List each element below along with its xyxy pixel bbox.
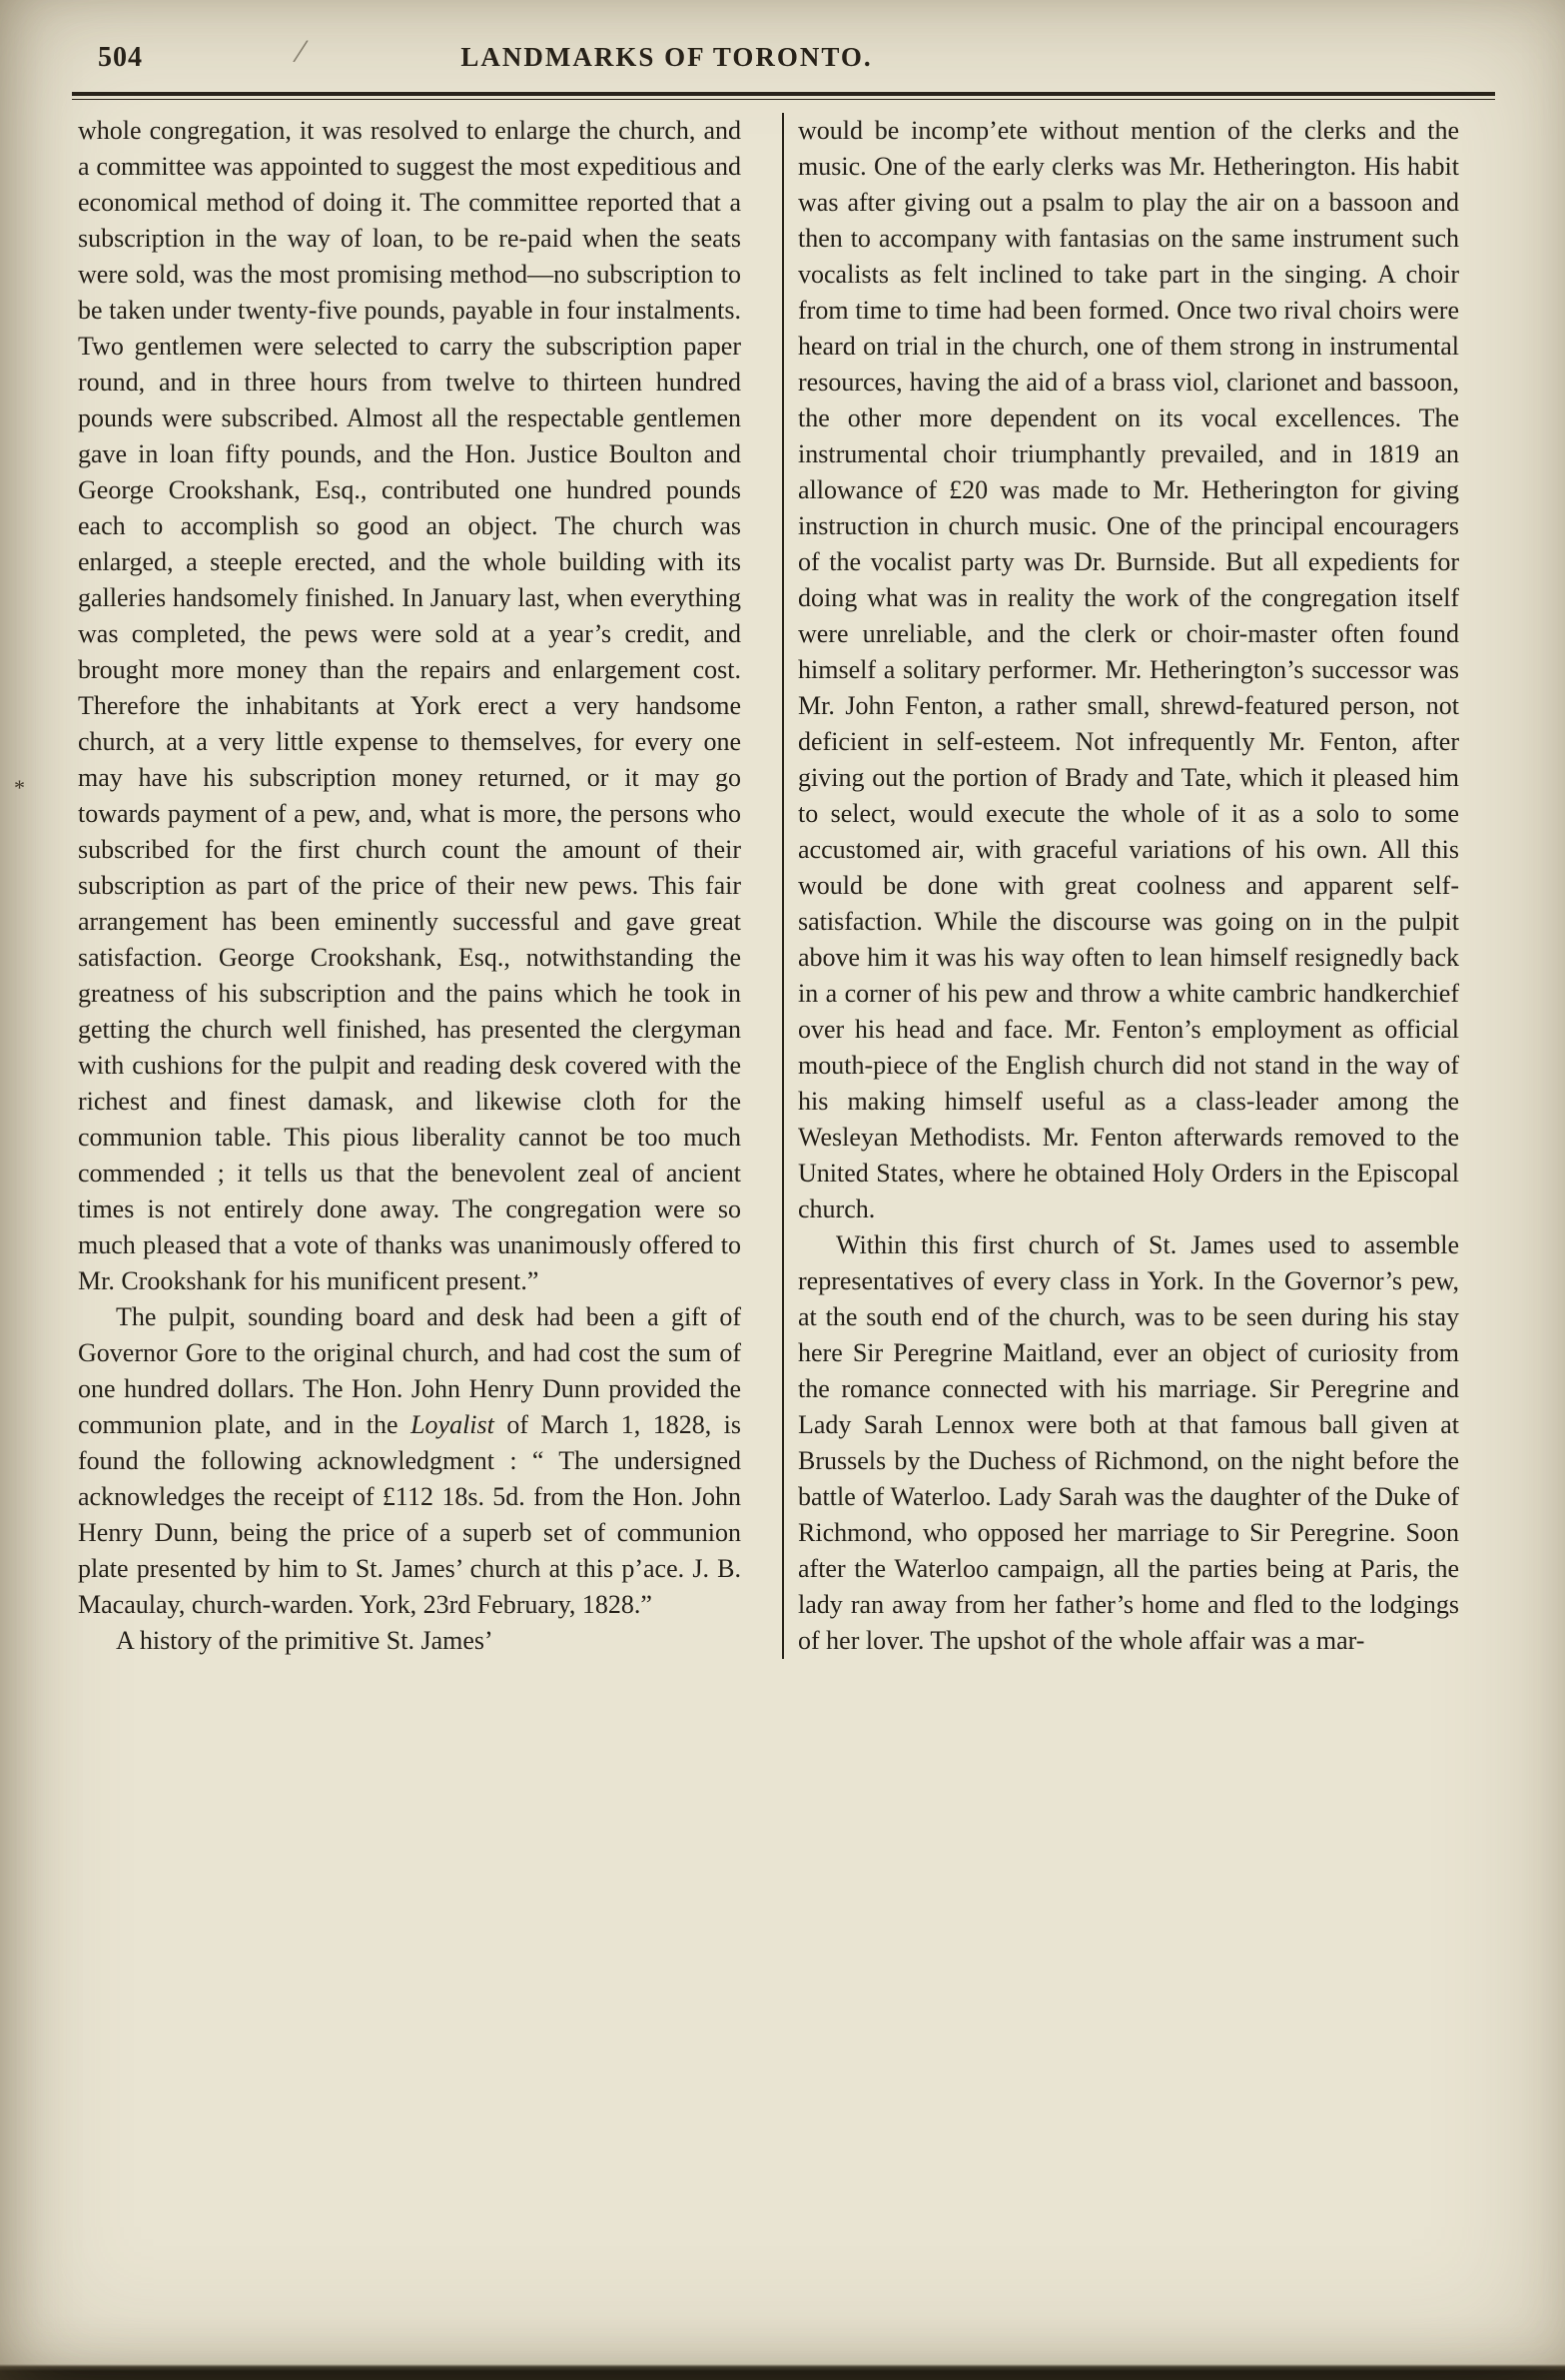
paragraph-pulpit <box>78 1299 741 1623</box>
italic-publication-name: Loyalist <box>410 1410 494 1439</box>
paragraph-st-james-congregants: Within this first church of St. James used to assemble representatives of every class in York. In the Governor’s pew, at the south end of the church, was to be seen during his stay here Sir Peregrine Maitland, ever an object of curiosity from the romance connected with his marriage. Sir Peregrine and Lady Sarah Lennox were both at that famous ball given at Brussels by the Duchess of Richmond, on the night before the battle of Waterloo. Lady Sarah was the daughter of the Duke of Richmond, who opposed her marriage to Sir Peregrine. Soon after the Waterloo campaign, all the parties being at Paris, the lady ran away from her father’s home and fled to the lodgings of her lover. The upshot of the whole affair was a mar- <box>798 1230 1459 1655</box>
page-title: LANDMARKS OF TORONTO. <box>460 42 873 72</box>
margin-mark: * <box>14 775 25 800</box>
left-column <box>78 113 741 1659</box>
paragraph-congregation: whole congregation, it was resolved to enlarge the church, and a committee was appointed to suggest the most expeditious and economical method of doing it. The committee reported that a subscription in the way of loan, to be re-paid when the seats were sold, was the most promising method—no subscription to be taken under twenty-five pounds, payable in four instalments. Two gentlemen were selected to carry the subscription paper round, and in three hours from twelve to thirteen hundred pounds were subscribed. Almost all the respectable gentlemen gave in loan fifty pounds, and the Hon. Justice Boulton and George Crookshank, Esq., contributed one hundred pounds each to accomplish so good an object. The church was enlarged, a steeple erected, and the whole building with its galleries handsomely finished. In January last, when everything was completed, the pews were sold at a year’s credit, and brought more money than the repairs and enlargement cost. Therefore the inhabitants at York erect a very handsome church, at a very little expense to themselves, for every one may have his subscription money returned, or it may go towards payment of a pew, and, what is more, the persons who subscribed for the first church count the amount of their subscription as part of the price of their new pews. This fair arrangement has been eminently successful and gave great satisfaction. George Crookshank, Esq., notwithstanding the greatness of his subscription and the pains which he took in getting the church well finished, has presented the clergyman with cushions for the pulpit and reading desk covered with the richest and finest damask, and likewise cloth for the communion table. This pious liberality cannot be too much commended ; it tells us that the benevolent zeal of ancient times is not entirely done away. The congregation were so much pleased that a vote of thanks was unanimously offered to Mr. Crookshank for his munificent present.” <box>78 116 741 1295</box>
page-header <box>0 0 1565 80</box>
text-columns <box>0 100 1565 1659</box>
paragraph-text-before: The pulpit, sounding board and desk had been a gift of Governor Gore to the original church, and had cost the sum of one hundred dollars. The Hon. John Henry Dunn provided the communion plate, and in the <box>78 1302 741 1439</box>
column-divider-rule <box>782 113 784 1659</box>
paragraph-history-lead: A history of the primitive St. James’ <box>116 1626 493 1655</box>
paragraph-clerks-music: would be incomp’ete without mention of the clerks and the music. One of the early clerks was Mr. Hetherington. His habit was after giving out a psalm to play the air on a bassoon and then to accompany with fantasias on the same instrument such vocalists as felt inclined to take part in the singing. A choir from time to time had been formed. Once two rival choirs were heard on trial in the church, one of them strong in instrumental resources, having the aid of a brass viol, clarionet and bassoon, the other more dependent on its vocal excellences. The instrumental choir triumphantly prevailed, and in 1819 an allowance of £20 was made to Mr. Hetherington for giving instruction in church music. One of the principal encouragers of the vocalist party was Dr. Burnside. But all expedients for doing what was in reality the work of the congregation itself were unreliable, and the clerk or choir-master often found himself a solitary performer. Mr. Hetherington’s successor was Mr. John Fenton, a rather small, shrewd-featured person, not deficient in self-esteem. Not infrequently Mr. Fenton, after giving out the portion of Brady and Tate, which it pleased him to select, would execute the whole of it as a solo to some accustomed air, with graceful variations of his own. All this would be done with great coolness and apparent self-satisfaction. While the discourse was going on in the pulpit above him it was his way often to lean himself resignedly back in a corner of his pew and throw a white cambric handkerchief over his head and face. Mr. Fenton’s employment as official mouth-piece of the English church did not stand in the way of his making himself useful as a class-leader among the Wesleyan Methodists. Mr. Fenton afterwards removed to the United States, where he obtained Holy Orders in the Episcopal church. <box>798 116 1459 1223</box>
page-bottom-edge <box>0 2364 1565 2380</box>
right-column <box>798 113 1459 1659</box>
page-number: 504 <box>98 42 143 73</box>
stray-pen-mark: / <box>291 30 311 72</box>
header-rule <box>72 92 1495 100</box>
paragraph-text-after: of March 1, 1828, is found the following acknowledgment : “ The undersigned acknowledges the receipt of £112 18s. 5d. from the Hon. John Henry Dunn, being the price of a superb set of communion plate presented by him to St. James’ church at this p’ace. J. B. Macaulay, church-warden. York, 23rd February, 1828.” <box>78 1410 742 1619</box>
